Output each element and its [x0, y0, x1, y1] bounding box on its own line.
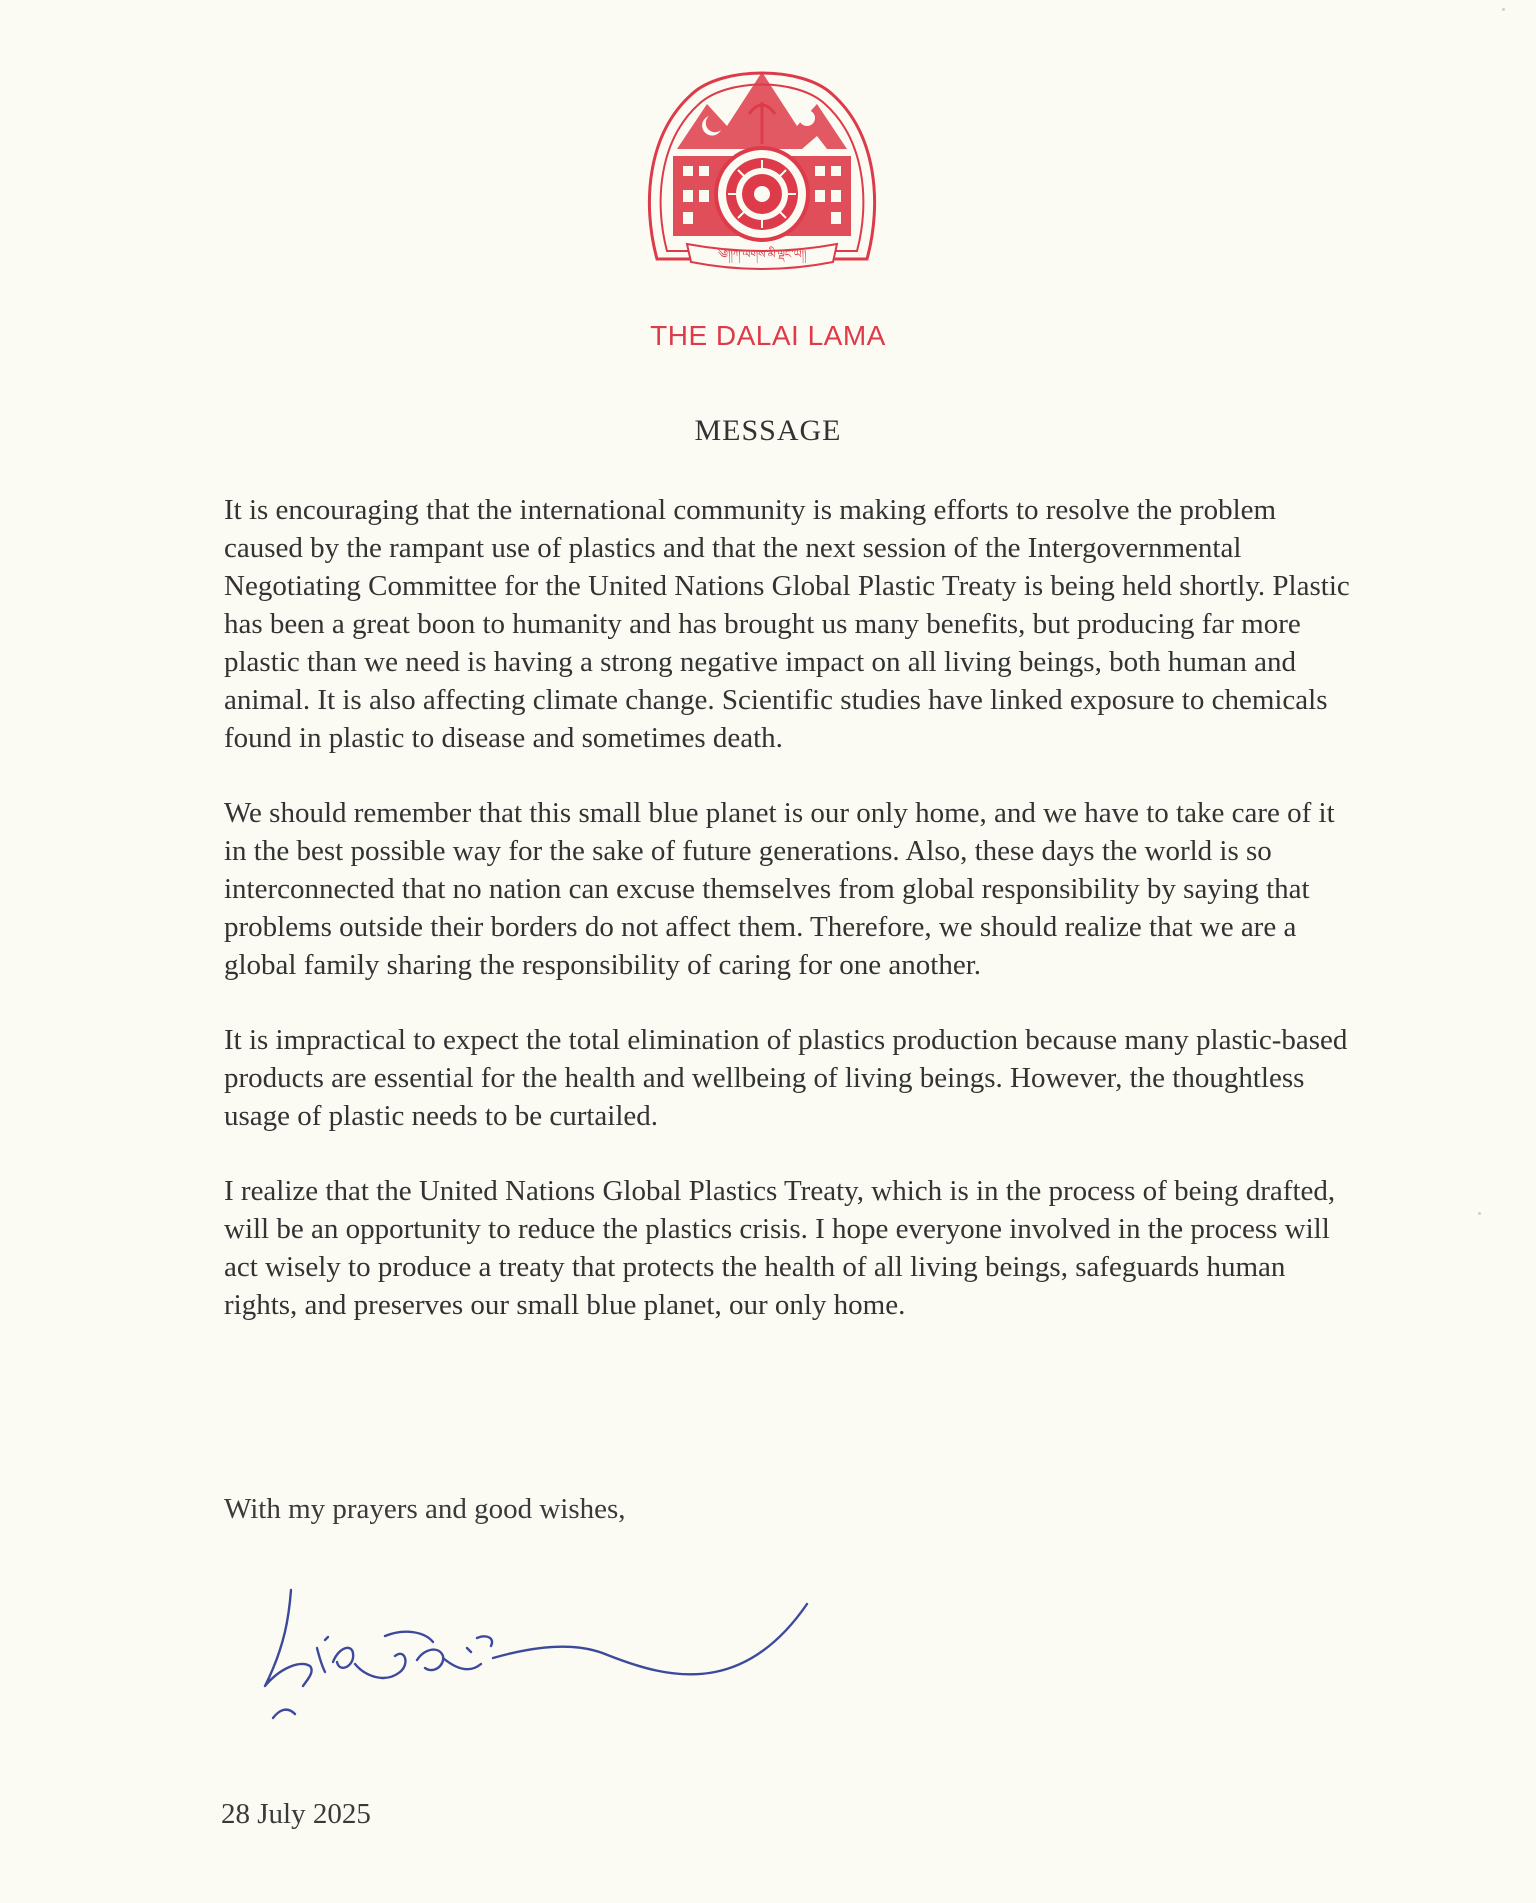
letterhead-name: THE DALAI LAMA	[650, 320, 886, 351]
paragraph-2: We should remember that this small blue planet is our only home, and we have to take care of it in the best possible way for the sake of future generations. Also, these days the world is so interconnected that no nation can excuse themselves from global responsibility by saying that problems outside their borders do not affect them. Therefore, we should realize that we are a global family sharing the responsibility of caring for one another.	[224, 797, 1335, 981]
paper-speck	[1502, 8, 1505, 11]
message-heading: MESSAGE	[694, 414, 842, 447]
closing-line: With my prayers and good wishes,	[224, 1493, 626, 1525]
message-body	[224, 491, 1354, 1361]
seal-inscription: ༄།།ཀ་ལགས་མི་ལྡང་ཡ།།	[717, 248, 807, 261]
letter-date: 28 July 2025	[221, 1798, 371, 1830]
handwritten-signature	[255, 1576, 815, 1736]
paragraph-1: It is encouraging that the international community is making efforts to resolve the problem caused by the rampant use of plastics and that the next session of the Intergovernmental Negotiating Committee for the United Nations Global Plastic Treaty is being held shortly. Plastic has been a great boon to humanity and has brought us many benefits, but producing far more plastic than we need is having a strong negative impact on all living beings, both human and animal. It is also affecting climate change. Scientific studies have linked exposure to chemicals found in plastic to disease and sometimes death.	[224, 494, 1350, 754]
dalai-lama-seal-emblem	[637, 44, 887, 284]
paper-speck	[1478, 1212, 1481, 1215]
paragraph-4: I realize that the United Nations Global Plastics Treaty, which is in the process of being drafted, will be an opportunity to reduce the plastics crisis. I hope everyone involved in the process will act wisely to produce a treaty that protects the health of all living beings, safeguards human rights, and preserves our small blue planet, our only home.	[224, 1175, 1336, 1321]
paragraph-3: It is impractical to expect the total elimination of plastics production because many plastic-based products are essential for the health and wellbeing of living beings. However, the thoughtless usage of plastic needs to be curtailed.	[224, 1024, 1348, 1132]
